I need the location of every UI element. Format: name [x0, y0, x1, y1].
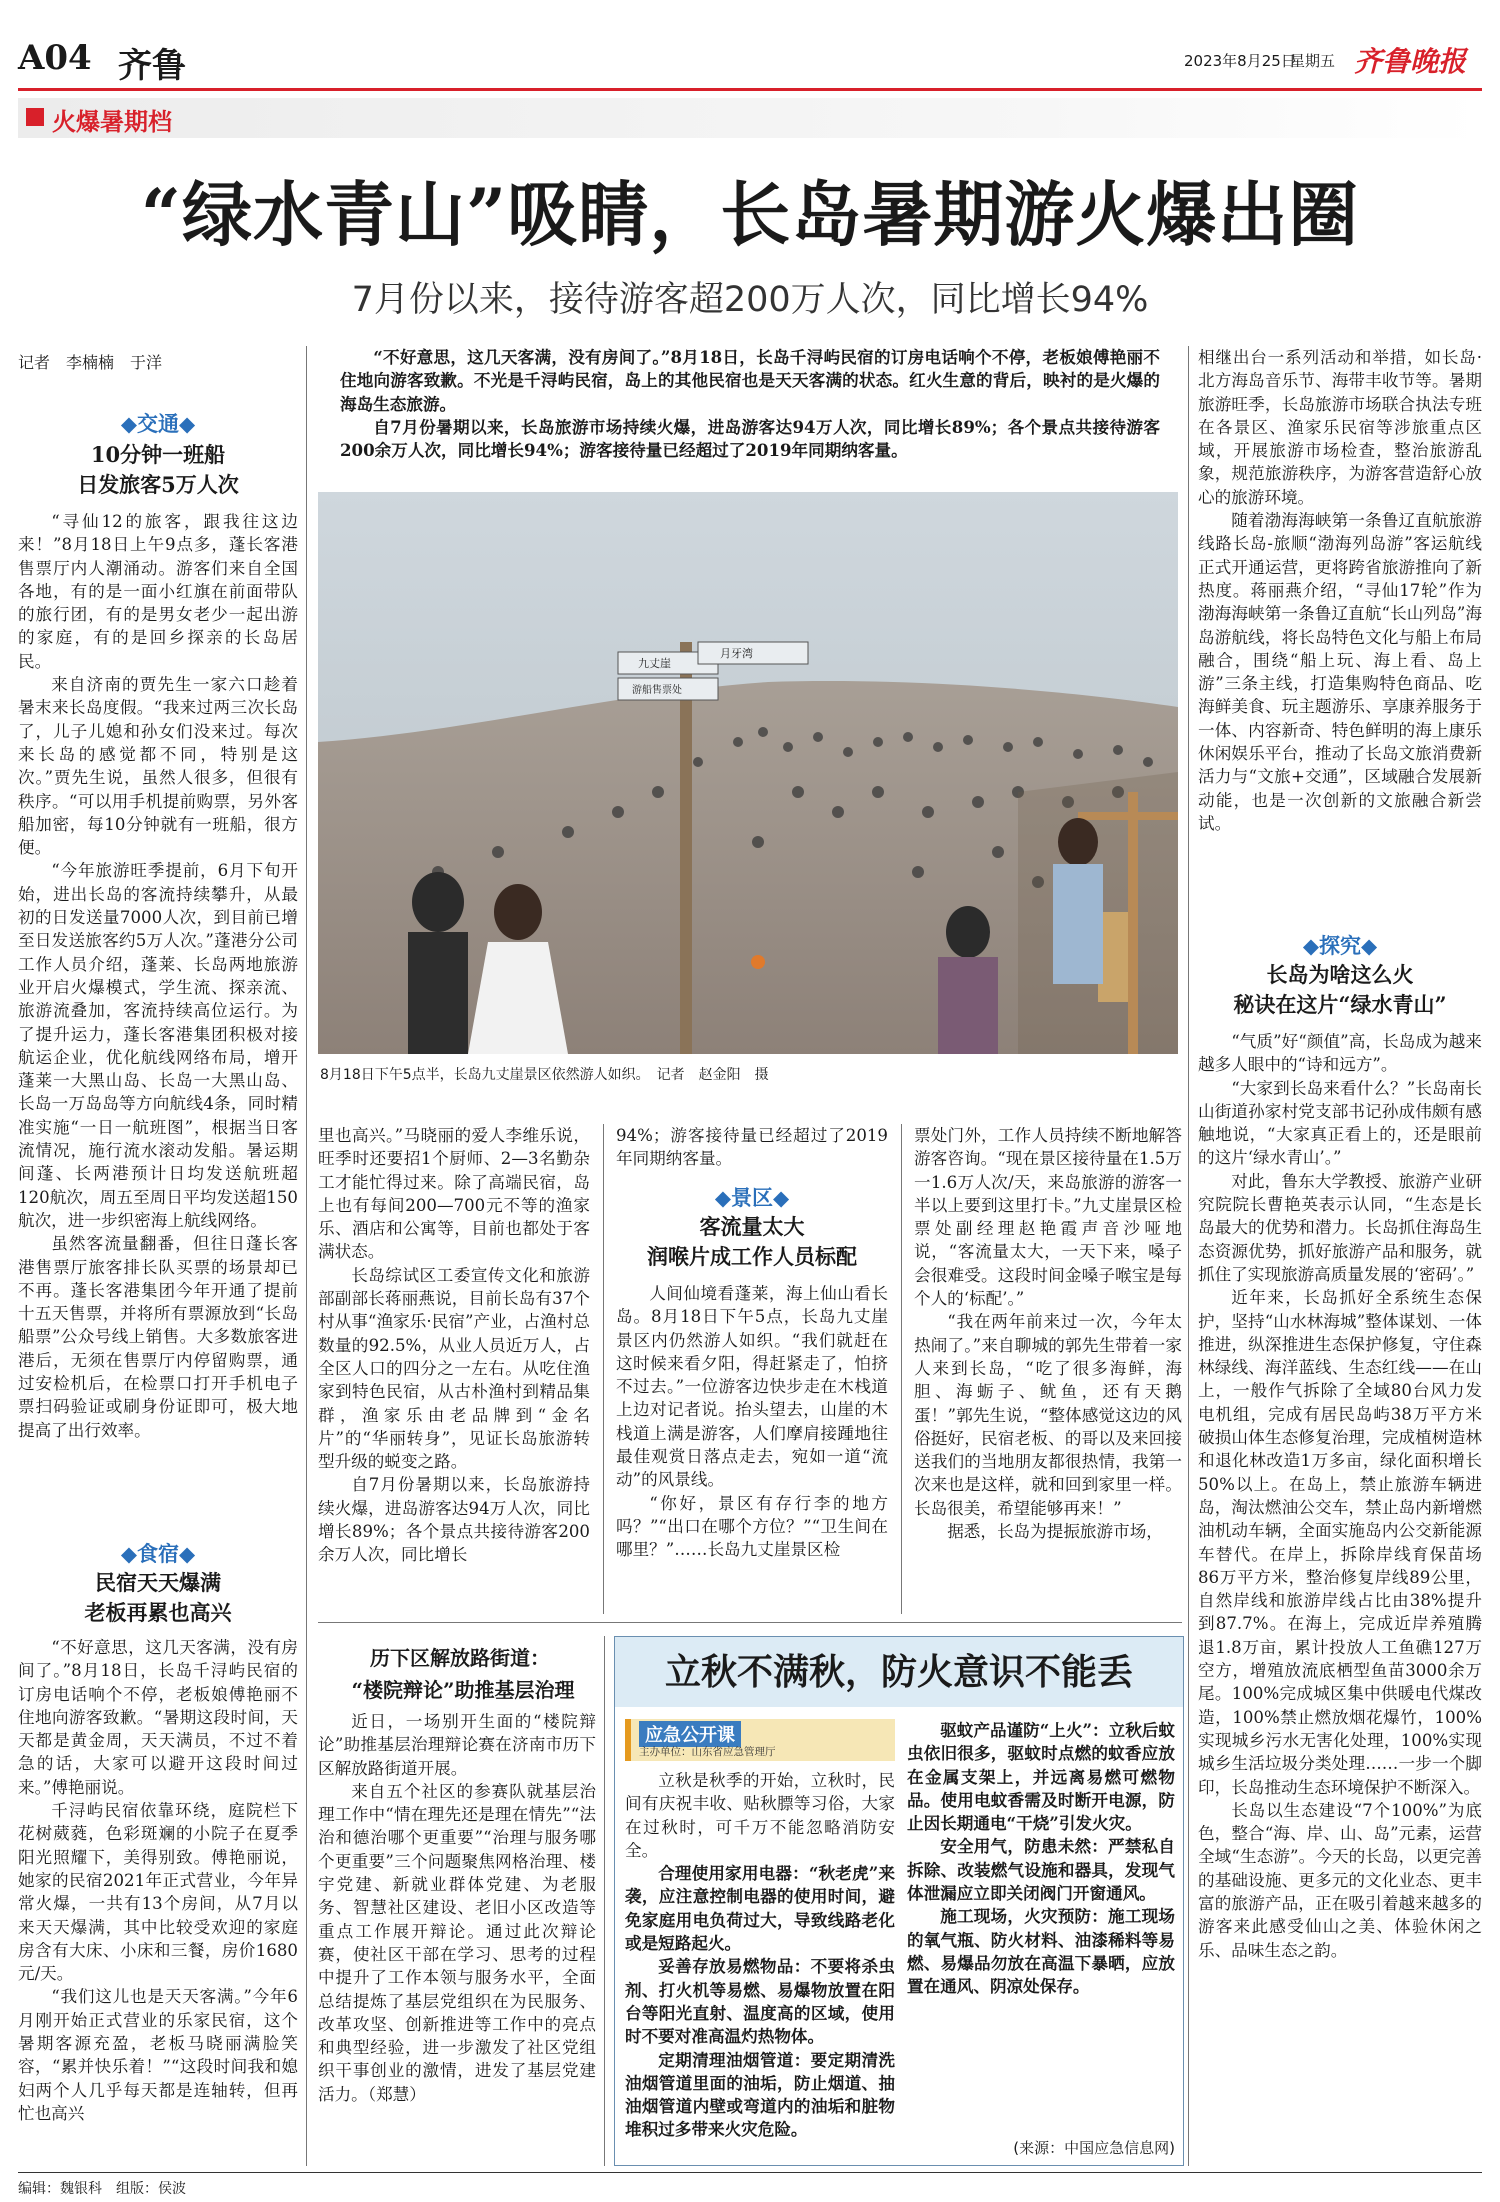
explore-subhead-1: 长岛为啥这么火	[1266, 962, 1414, 987]
body-paragraph: “我在两年前来过一次，今年太热闹了。”来自聊城的郭先生带着一家人来到长岛，“吃了很多海鲜，海胆、海蛎子、鱿鱼，还有天鹅蛋！”郭先生说，“整体感觉这边的风俗挺好，民宿老板、的哥以及来回接送我们的当地朋友都很热情，我第一次来也是这样，就和回到家里一样。长岛很美，希望能够再来！”	[914, 1312, 1182, 1518]
body-paragraph: 人间仙境看蓬莱，海上仙山看长岛。8月18日下午5点，长岛九丈崖景区内仍然游人如织。“我们就赶在这时候来看夕阳，得赶紧走了，怕挤不过去。”一位游客边快步走在木栈道上边对记者说。抬头望去，山崖的木栈道上满是游客，人们摩肩接踵地往最佳观赏日落点走去，宛如一道“流动”的风景线。	[616, 1284, 888, 1490]
sign-left2-label: 游船售票处	[632, 685, 682, 696]
right-body-bottom	[1198, 1030, 1482, 2164]
lixia-title-2: “楼院辩论”助推基层治理	[351, 1678, 575, 1702]
body-paragraph: 施工现场，火灾预防：施工现场的氧气瓶、防火材料、油漆稀料等易燃、易爆品勿放在高温下暴晒，应放置在通风、阴凉处保存。	[907, 1906, 1175, 1997]
body-paragraph: 立秋是秋季的开始，立秋时，民间有庆祝丰收、贴秋膘等习俗，大家在过秋时，可千万不能忽略消防安全。	[625, 1771, 895, 1860]
section-tag-scenic: ◆景区◆	[714, 1186, 790, 1210]
traffic-subhead-2: 日发旅客5万人次	[77, 472, 239, 497]
page-header	[18, 38, 1482, 88]
body-paragraph: 据悉，长岛为提振旅游市场，	[947, 1522, 1163, 1542]
body-paragraph: 安全用气，防患未然：严禁私自拆除、改装燃气设施和器具，发现气体泄漏应立即关闭阀门开窗通风。	[907, 1836, 1175, 1904]
body-paragraph: 票处门外，工作人员持续不断地解答游客咨询。“现在景区接待量在1.5万一1.6万人次/天，来岛旅游的游客一半以上要到这里打卡。”九丈崖景区检票处副经理赵艳霞声音沙哑地说，“客流量太大，一天下来，嗓子会很难受。这段时间金嗓子喉宝是每个人的‘标配’。”	[914, 1126, 1182, 1309]
fire-safety-box	[614, 1636, 1184, 2166]
column-divider	[1188, 346, 1189, 2166]
scenic-continued	[616, 1124, 888, 1172]
header-rule	[18, 88, 1482, 91]
body-paragraph: 妥善存放易燃物品：不要将杀虫剂、打火机等易燃、易爆物放置在阳台等阳光直射、温度高的区域，使用时不要对准高温灼热物体。	[625, 1956, 895, 2047]
sign-left-label: 九丈崖	[638, 657, 671, 670]
section-name: 齐鲁	[118, 46, 186, 86]
body-paragraph: 里也高兴。”马晓丽的爱人李维乐说，旺季时还要招1个厨师、2—3名勤杂工才能忙得过来。除了高端民宿，岛上也有每间200—700元不等的渔家乐、酒店和公寓等，目前也都处于客满状态。	[318, 1126, 590, 1262]
fire-body-left	[625, 1769, 895, 2161]
column-label: 火爆暑期档	[52, 107, 172, 136]
body-paragraph: 94%；游客接待量已经超过了2019年同期纳客量。	[616, 1126, 888, 1169]
lead-paragraph: “不好意思，这几天客满，没有房间了。”8月18日，长岛千浔屿民宿的订房电话响个不停，老板娘傅艳丽不住地向游客致歉。不光是千浔屿民宿，岛上的其他民宿也是天天客满的状态。红火生意的背后，映衬的是火爆的海岛生态旅游。	[340, 347, 1160, 414]
main-photo	[318, 492, 1178, 1054]
section-divider	[318, 1622, 1182, 1623]
body-paragraph: 合理使用家用电器：“秋老虎”来袭，应注意控制电器的使用时间，避免家庭用电负荷过大，导致线路老化或是短路起火。	[625, 1863, 895, 1954]
section-tag-explore: ◆探究◆	[1302, 934, 1378, 958]
traffic-body	[18, 510, 298, 1534]
fire-host-label: 主办单位：山东省应急管理厅	[639, 1746, 776, 1758]
body-paragraph: 近日，一场别开生面的“楼院辩论”助推基层治理辩论赛在济南市历下区解放路街道开展。	[318, 1712, 596, 1778]
body-paragraph: “我们这儿也是天天客满。”今年6月刚开始正式营业的乐家民宿，这个暑期客源充盈，老板马晓丽满脸笑容，“累并快乐着！”“这段时间我和媳妇两个人几乎每天都是连轴转，但再忙也高兴	[18, 1987, 298, 2123]
body-paragraph: “寻仙12的旅客，跟我往这边来！”8月18日上午9点多，蓬长客港售票厅内人潮涌动。游客们来自全国各地，有的是一面小红旗在前面带队的旅行团，有的是男女老少一起出游的家庭，有的是回乡探亲的长岛居民。	[18, 512, 298, 671]
body-paragraph: 驱蚊产品谨防“上火”：立秋后蚊虫依旧很多，驱蚊时点燃的蚊香应放在金属支架上，并远离易燃可燃物品。使用电蚊香需及时断开电源，防止因长期通电“干烧”引发火灾。	[907, 1720, 1175, 1834]
issue-date: 2023年8月25日	[1184, 52, 1296, 70]
lead-paragraph: 自7月份暑期以来，长岛旅游市场持续火爆，进岛游客达94万人次，同比增长89%；各个景点共接待游客200余万人次，同比增长94%；游客接待量已经超过了2019年同期纳客量。	[340, 416, 1160, 461]
scenic-subhead-1: 客流量太大	[699, 1214, 805, 1239]
lixia-title-1: 历下区解放路街道：	[370, 1646, 550, 1670]
scenic-subhead-2: 润喉片成工作人员标配	[647, 1244, 857, 1269]
body-paragraph: 千浔屿民宿依靠环绕，庭院栏下花树葳蕤，色彩斑斓的小院子在夏季阳光照耀下，美得别致。傅艳丽说，她家的民宿2021年正式营业，今年异常火爆，一共有13个房间，从7月以来天天爆满，其中比较受欢迎的家庭房含有大床、小床和三餐，房价1680元/天。	[18, 1801, 298, 1984]
photo-caption: 8月18日下午5点半，长岛九丈崖景区依然游人如织。 记者 赵金阳 摄	[320, 1067, 769, 1083]
body-paragraph: 自7月份暑期以来，长岛旅游持续火爆，进岛游客达94万人次，同比增长89%；各个景点共接待游客200余万人次，同比增长	[318, 1475, 590, 1565]
column-divider	[901, 1124, 902, 1614]
body-paragraph: 来自五个社区的参赛队就基层治理工作中“情在理先还是理在情先”“法治和德治哪个更重要”“治理与服务哪个更重要”三个问题聚焦网格治理、楼宇党建、新就业群体党建、为老服务、智慧社区建设、老旧小区改造等重点工作展开辩论。通过此次辩论赛，使社区干部在学习、思考的过程中提升了工作本领与服务水平，全面总结提炼了基层党组织在为民服务、改革攻坚、创新推进等工作中的亮点和典型经验，进一步激发了社区党组织干事创业的激情，进发了基层党建活力。（郑慧）	[318, 1781, 596, 2104]
body-paragraph: “你好，景区有存行李的地方吗？”“出口在哪个方位？”“卫生间在哪里？”……长岛九丈崖景区检	[616, 1493, 888, 1560]
body-paragraph: “大家到长岛来看什么？”长岛南长山街道孙家村党支部书记孙成伟颇有感触地说，“大家真正看上的，还是眼前的这片‘绿水青山’。”	[1198, 1078, 1482, 1168]
body-paragraph: 相继出台一系列活动和举措，如长岛·北方海岛音乐节、海带丰收节等。暑期旅游旺季，长岛旅游市场联合执法专班在各景区、渔家乐民宿等涉旅重点区域，开展旅游市场检查，整治旅游乱象，规范旅游秩序，为游客营造舒心放心的旅游环境。	[1198, 348, 1482, 507]
col2-body	[318, 1124, 590, 1612]
body-paragraph: 来自济南的贾先生一家六口趁着暑末来长岛度假。“我来过两三次长岛了，儿子儿媳和孙女们没来过。每次来长岛的感觉都不同，特别是这次。”贾先生说，虽然人很多，但很有秩序。“可以用手机提前购票，另外客船加密，每10分钟就有一班船，很方便。	[18, 675, 298, 858]
body-paragraph: 虽然客流量翻番，但往日蓬长客港售票厅旅客排长队买票的场景却已不再。蓬长客港集团今年开通了提前十五天售票，并将所有票源放到“长岛船票”公众号线上销售。大多数旅客进港后，无须在售票厅内停留购票，通过安检机后，在检票口打开手机电子票扫码验证或刷身份证即可，极大地提高了出行效率。	[18, 1234, 298, 1440]
explore-subhead-2: 秘诀在这片“绿水青山”	[1233, 992, 1447, 1017]
body-paragraph: 长岛综试区工委宣传文化和旅游部副部长蒋丽燕说，目前长岛有37个村从事“渔家乐·民宿”产业，占渔村总数量的92.5%，从业人员近万人，占全区人口的四分之一左右。从吃住渔家到特色民宿，从古朴渔村到精品集群，渔家乐由老品牌到“金名片”的“华丽转身”，见证长岛旅游转型升级的蜕变之路。	[318, 1265, 590, 1472]
right-body-top	[1198, 346, 1482, 926]
column-label-marker	[26, 108, 44, 126]
homestay-body	[18, 1636, 298, 2164]
beach-photo-illustration	[318, 492, 1178, 1054]
body-paragraph: “气质”好“颜值”高，长岛成为越来越多人眼中的“诗和远方”。	[1198, 1032, 1482, 1075]
body-paragraph: “今年旅游旺季提前，6月下旬开始，进出长岛的客流持续攀升，从最初的日发送量7000人次，到目前已增至日发送旅客约5万人次。”蓬港分公司工作人员介绍，蓬莱、长岛两地旅游业开启火爆模式，学生流、探亲流、旅游流叠加，客流持续高位运行。为了提升运力，蓬长客港集团积极对接航运企业，优化航线网络布局，增开蓬莱一大黑山岛、长岛一大黑山岛、长岛一万岛岛等方向航线4条，同时精准实施“一日一航班图”，根据当日客流情况，施行流水滚动发船。暑运期间蓬、长两港预计日均发送航班超120航次，周五至周日平均发送超150航次，进一步织密海上航线网络。	[18, 861, 298, 1230]
main-headline: “绿水青山”吸睛，长岛暑期游火爆出圈	[140, 173, 1360, 256]
body-paragraph: 随着渤海海峡第一条鲁辽直航旅游线路长岛-旅顺“渤海列岛游”客运航线正式开通运营，更将跨省旅游推向了新热度。蒋丽燕介绍，“寻仙17轮”作为渤海海峡第一条鲁辽直航“长山列岛”海岛游航线，将长岛特色文化与船上布局融合，围绕“船上玩、海上看、岛上游”三条主线，打造集购特色商品、吃海鲜美食、玩主题游乐、享康养服务于一体、内容新奇、特色鲜明的海上康乐休闲娱乐平台，推动了长岛文旅消费新活力与“文旅+交通”，区域融合发展新动能，也是一次创新的文旅融合新尝试。	[1198, 511, 1482, 833]
body-paragraph: 长岛以生态建设“7个100%”为底色，整合“海、岸、山、岛”元素，运营全域“生态游”。今天的长岛，以更完善的基础设施、更多元的文化业态、更丰富的旅游产品，正在吸引着越来越多的游客来此感受仙山之美、体验休闲之乐、品味生态之韵。	[1198, 1800, 1482, 1960]
fire-source: (来源：中国应急信息网)	[1013, 2139, 1175, 2157]
footer-credits: 编辑：魏银科 组版：侯波	[18, 2181, 186, 2197]
fire-body-right	[907, 1719, 1175, 2129]
main-subheadline: 7月份以来，接待游客超200万人次，同比增长94%	[351, 280, 1149, 320]
column-divider	[306, 346, 307, 2166]
section-tag-homestay: ◆食宿◆	[120, 1542, 196, 1566]
fire-badge-label: 应急公开课	[639, 1721, 741, 1747]
sign-top-label: 月牙湾	[720, 647, 753, 660]
section-tag-traffic: ◆交通◆	[120, 412, 196, 436]
scenic-body	[616, 1282, 888, 1612]
lixia-body	[318, 1710, 596, 2164]
column-divider	[604, 1636, 605, 2166]
fire-badge	[625, 1719, 895, 1761]
homestay-subhead-1: 民宿天天爆满	[95, 1570, 221, 1595]
body-paragraph: 对此，鲁东大学教授、旅游产业研究院院长曹艳英表示认同，“生态是长岛最大的优势和潜力。长岛抓住海岛生态资源优势，抓好旅游产品和服务，就抓住了实现旅游高质量发展的‘密码’。”	[1198, 1171, 1482, 1284]
column-label-bar	[18, 98, 1482, 138]
footer-rule	[18, 2172, 1482, 2173]
issue-weekday: 星期五	[1290, 52, 1336, 70]
paper-logo: 齐鲁晚报	[1354, 45, 1467, 78]
fire-headline: 立秋不满秋，防火意识不能丢	[615, 1637, 1183, 1707]
lead-text	[340, 346, 1160, 462]
homestay-subhead-2: 老板再累也高兴	[84, 1600, 232, 1625]
traffic-subhead-1: 10分钟一班船	[90, 442, 226, 467]
body-paragraph: 近年来，长岛抓好全系统生态保护，坚持“山水林海城”整体谋划、一体推进，纵深推进生态保护修复，守住森林绿线、海洋蓝线、生态红线——在山上，一般作气拆除了全域80台风力发电机组，完成有居民岛屿38万平方米破损山体生态修复治理，完成植树造林和退化林改造1万多亩，绿化面积增长50%以上。在岛上，禁止旅游车辆进岛，淘汰燃油公交车，禁止岛内新增燃油机动车辆，全面实施岛内公交新能源车替代。在岸上，拆除岸线育保苗场86万平方米，整治修复岸线89公里，自然岸线和旅游岸线占比由38%提升到87.7%。在海上，完成近岸养殖腾退1.8万亩，累计投放人工鱼礁127万空方，增殖放流底栖型鱼苗3000余万尾。100%完成城区集中供暖电代煤改造，100%禁止燃放烟花爆竹，100%实现城乡污水无害化处理，100%实现城乡生活垃圾分类处理……一步一个脚印，长岛推动生态环境保护不断深入。	[1198, 1288, 1482, 1797]
page-number: A04	[18, 38, 92, 78]
byline: 记者 李楠楠 于洋	[18, 353, 163, 372]
body-paragraph: “不好意思，这几天客满，没有房间了。”8月18日，长岛千浔屿民宿的订房电话响个不停，老板娘傅艳丽不住地向游客致歉。“暑期这段时间，天天都是黄金周，天天满员，不过不着急的话，大家可以避开这段时间过来。”傅艳丽说。	[18, 1638, 298, 1797]
column-divider	[603, 1124, 604, 1614]
body-paragraph: 定期清理油烟管道：要定期清洗油烟管道里面的油垢，防止烟道、抽油烟管道内壁或弯道内的油垢和脏物堆积过多带来火灾危险。	[625, 2049, 895, 2140]
col4-body	[914, 1124, 1182, 1612]
